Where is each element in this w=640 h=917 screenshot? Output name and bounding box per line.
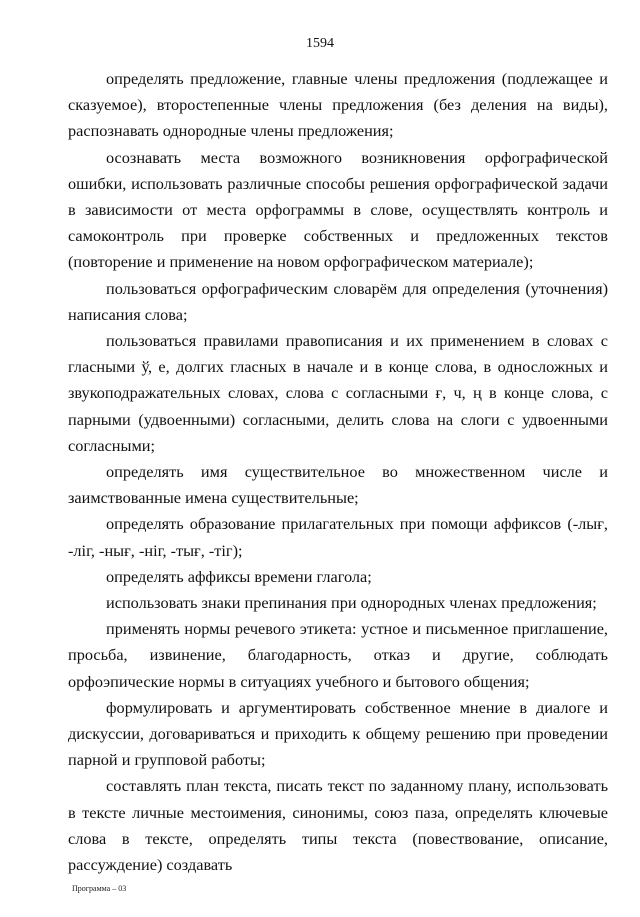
- paragraph: пользоваться правилами правописания и их применением в словах с гласными ў, е, долгих гласных в начале и в конце слова, в односложных и звукоподражательных словах, слова с согласными ғ, ч, ң в конце слова, с парными (удвоенными) согласными, делить слова на слоги с удвоенными согласными;: [68, 331, 608, 455]
- paragraph: составлять план текста, писать текст по заданному плану, использовать в тексте личные местоимения, синонимы, союз паза, определять ключевые слова в тексте, определять типы текста (повествование, описание, рассуждение) создавать: [68, 776, 608, 875]
- paragraph: осознавать места возможного возникновения орфографической ошибки, использовать различные способы решения орфографической задачи в зависимости от места орфограммы в слове, осуществлять контроль и самоконтроль при проверке собственных и предложенных текстов (повторение и применение на новом орфографическом материале);: [68, 147, 608, 272]
- paragraph: определять аффиксы времени глагола;: [106, 566, 372, 586]
- paragraph: определять предложение, главные члены предложения (подлежащее и сказуемое), второстепенные члены предложения (без деления на виды), распознавать однородные члены предложения;: [68, 69, 608, 141]
- paragraph: определять образование прилагательных при помощи аффиксов (-лығ, -ліг, -нығ, -ніг, -тығ, -тіг);: [68, 514, 608, 560]
- paragraph: применять нормы речевого этикета: устное и письменное приглашение, просьба, извинение, благодарность, отказ и другие, соблюдать орфоэпические нормы в ситуациях учебного и бытового общения;: [68, 619, 608, 691]
- page-footer: Программа – 03: [72, 884, 127, 893]
- paragraph: пользоваться орфографическим словарём для определения (уточнения) написания слова;: [68, 278, 608, 324]
- page-number: 1594: [306, 36, 334, 51]
- paragraph: определять имя существительное во множественном числе и заимствованные имена существительные;: [68, 462, 608, 508]
- document-body: [68, 66, 608, 878]
- paragraph: формулировать и аргументировать собственное мнение в диалоге и дискуссии, договариваться и приходить к общему решению при проведении парной и групповой работы;: [68, 697, 608, 770]
- paragraph: использовать знаки препинания при однородных членах предложения;: [106, 593, 597, 613]
